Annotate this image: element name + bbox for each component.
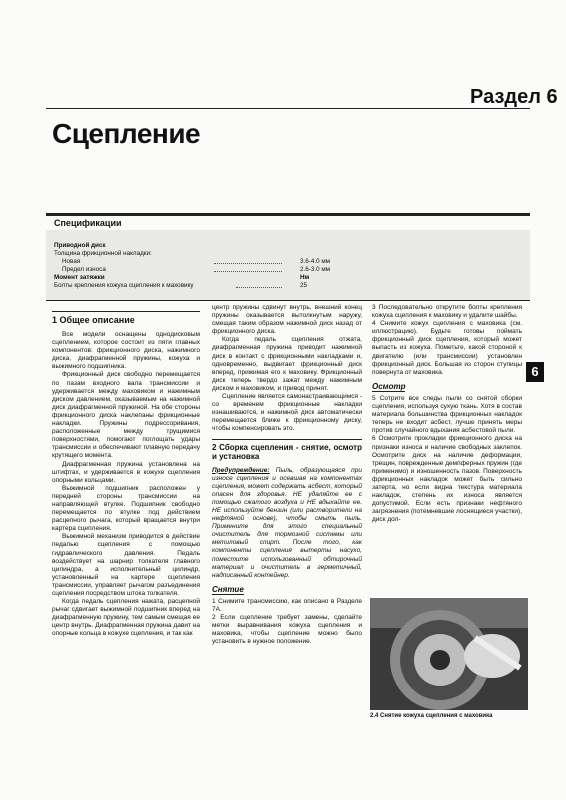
spec-title: Спецификации [54,218,122,228]
paragraph: Диафрагменная пружина установлена на штифтах, и удерживается в кожухе сцепления опорными кольцами. [52,460,200,484]
leader-dots [214,263,282,264]
page-title: Сцепление [52,118,201,149]
paragraph: Когда педаль сцепления нажата, расцепной рычаг сдвигает выжимной подшипник вперед на диафрагменную пружину, тем самым смещая ее центр внутрь. Диафрагменная пружина давит на опорные кольца в кожухе сцепления, и так как [52,598,200,638]
paragraph: Выжимной подшипник расположен у передней стороны трансмиссии на направляющей втулке. Подшипник свободно перемещается по втулке под действием расцепного рычага, который вращается внутри картера сцепления. [52,484,200,533]
step: 4 Снимите кожух сцепления с маховика (см. иллюстрацию). Будьте готовы поймать фрикционный диск сцепления, который может выпасть из кожуха. Пометьте, какой стороной к двигателю (или трансмиссии) установлен фрикционный диск. Большая из сторон ступицы повернута от маховика. [372,320,522,376]
paragraph: Выжимной механизм приводится в действие педалью сцепления с помощью гидравлического давления. Педаль воздействует на шарнир толкателя главного цилиндра, а исполнительный цилиндр, установленный на картере сцепления трансмиссии, управляет рычагом разъединения сцепления посредством штока толкателя. [52,533,200,597]
spec-label: Момент затяжки [54,274,105,281]
warning-label: Предупреждение: [212,466,270,474]
spec-value: Нм [300,274,310,281]
warning-body: Пыль, образующаяся при износе сцепления и осевшая на компонентах сцепления, может содержать асбест, который опасен для здоровья. НЕ удаляйте ее с помощью сжатого воздуха и НЕ вдыхайте ее. НЕ используйте бензин (или растворители на нефтяной основе), чтобы смыть пыль. Примените для этого специальный очиститель для тормозной системы или метиловый спирт. После того, как компоненты сцепления вытерты насухо, поместите использованный обтирочный материал и очиститель в герметичный, надписанный контейнер. [212,466,362,579]
warning-text [212,467,362,580]
header-rule [46,108,530,109]
paragraph: центр пружины сдвинут внутрь, внешний конец пружины оказывается вытолкнутым наружу, смещая таким образом нажимной диск назад от фрикционного диска. [212,304,362,336]
spec-rule [46,213,530,216]
spec-value: 2.6-3.0 мм [300,266,331,273]
clutch-photo [370,598,528,710]
paragraph: Фрикционный диск свободно перемещается по пазам входного вала трансмиссии и удерживается между маховиком и нажимным диском давлением, оказываемым на нажимной диск диафрагменной пружиной. На обе стороны фрикционного диска наклепаны фрикционные накладки. Пружины подрессоривания, расположенные между трущимися поверхностями, помогают поглощать удары трансмиссии и обеспечивают плавную передачу крутящего момента. [52,371,200,460]
paragraph: Когда педаль сцепления отжата, диафрагменная пружина приводит нажимной диск в контакт с фрикционными накладками и, одновременно, выдвигает фрикционный диск вперед, прижимая его к маховику. Фрикционный диск теперь твердо зажат между нажимным диском и маховиком, и привод принят. [212,336,362,392]
step: 5 Сотрите все следы пыли со снятой сборки сцепления, используя сухую ткань. Хотя в состав материала большинства фрикционных накладок теперь не входит асбест, лучше принять меры против случайного вдыхания асбестовой пыли. [372,394,522,435]
spec-label: Предел износа [62,266,106,273]
heading-bar [52,311,200,325]
spec-value: 3.6-4.0 мм [300,258,331,265]
subheading-inspection: Осмотр [372,381,406,391]
spec-table [46,230,530,301]
column-3 [372,304,522,524]
section-tab: 6 [526,362,544,382]
paragraph: Все модели оснащены однодисковым сцеплением, которое состоит из пяти главных компонентов: фрикционного диска, нажимного диска, диафрагменной пружины, кожуха и выжимного подшипника. [52,331,200,371]
leader-dots [236,287,282,288]
spec-label: Толщина фрикционной накладки: [54,250,152,257]
subheading-removal: Снятие [212,584,244,594]
step: 3 Последовательно открутите болты крепления кожуха сцепления к маховику и удалите шайбы. [372,304,522,320]
section-label: Раздел 6 [470,86,558,108]
leader-dots [214,271,282,272]
section-heading: 2 Сборка сцепления - снятие, осмотр и установка [212,442,362,461]
section-heading: 1 Общее описание [52,315,135,325]
step: 1 Снимите трансмиссию, как описано в Разделе 7А. [212,597,362,613]
column-1 [52,306,200,639]
spec-label: Приводной диск [54,242,106,249]
heading-bar [212,439,362,461]
paragraph: Сцепление является самонастраивающимся - со временем фрикционные накладки изнашиваются, и нажимной диск автоматически перемещается ближе к фрикционному диску, чтобы компенсировать это. [212,393,362,433]
step: 2 Если сцепление требует замены, сделайте метки выравнивания кожуха сцепления и маховика, чтобы сцепление можно было установить в нужное положение. [212,614,362,646]
spec-value: 25 [300,282,308,289]
spec-label: Болты крепления кожуха сцепления к маховику [54,282,194,289]
step: 6 Осмотрите прокладки фрикционного диска на признаки износа и наличие свободных заклепок. Осмотрите диск на наличие деформации, трещин, поврежденные демпферных пружин (где применимо) и изношенность пазов. Поверхность фрикционных накладок может быть сильно затерта, но если видна текстура материала накладок, степень их износа является допустимой. Если есть признаки нефтяного загрязнения (потемневшие лоснящиеся участки), диск дол- [372,435,522,524]
figure-caption: 2.4 Снятие кожуха сцепления с маховика [370,713,493,719]
spec-label: Новая [62,258,81,265]
column-2 [212,304,362,646]
